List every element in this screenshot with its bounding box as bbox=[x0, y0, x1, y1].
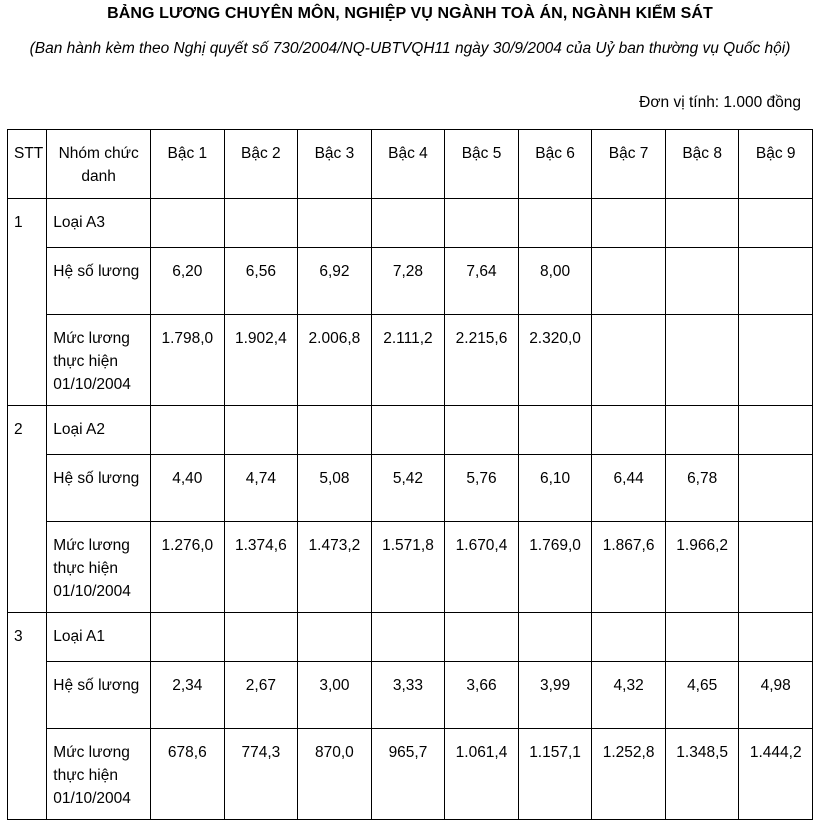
coefficient-cell: 6,10 bbox=[518, 455, 592, 522]
group-row bbox=[8, 613, 813, 662]
coefficient-cell: 7,64 bbox=[445, 248, 519, 315]
coefficient-cell: 2,34 bbox=[151, 662, 225, 729]
coefficient-row bbox=[8, 455, 813, 522]
wage-cell: 1.902,4 bbox=[224, 315, 298, 406]
header-step: Bậc 4 bbox=[371, 130, 445, 199]
coefficient-cell: 5,76 bbox=[445, 455, 519, 522]
wage-cell: 1.444,2 bbox=[739, 729, 813, 820]
wage-cell: 870,0 bbox=[298, 729, 372, 820]
wage-cell: 1.798,0 bbox=[151, 315, 225, 406]
wage-cell: 2.006,8 bbox=[298, 315, 372, 406]
group-stt: 1 bbox=[8, 199, 47, 406]
wage-cell: 1.867,6 bbox=[592, 522, 666, 613]
header-step: Bậc 6 bbox=[518, 130, 592, 199]
wage-cell bbox=[665, 315, 739, 406]
coefficient-cell: 6,78 bbox=[665, 455, 739, 522]
wage-cell bbox=[739, 315, 813, 406]
header-step: Bậc 7 bbox=[592, 130, 666, 199]
wage-label: Mức lương thực hiện 01/10/2004 bbox=[47, 522, 151, 613]
coefficient-cell: 3,99 bbox=[518, 662, 592, 729]
header-step: Bậc 8 bbox=[665, 130, 739, 199]
header-step: Bậc 9 bbox=[739, 130, 813, 199]
coefficient-cell bbox=[592, 248, 666, 315]
coefficient-cell: 6,92 bbox=[298, 248, 372, 315]
coefficient-cell: 4,32 bbox=[592, 662, 666, 729]
wage-cell: 965,7 bbox=[371, 729, 445, 820]
coefficient-cell: 3,66 bbox=[445, 662, 519, 729]
wage-label: Mức lương thực hiện 01/10/2004 bbox=[47, 315, 151, 406]
header-step: Bậc 3 bbox=[298, 130, 372, 199]
wage-cell: 1.769,0 bbox=[518, 522, 592, 613]
coefficient-cell bbox=[739, 455, 813, 522]
wage-cell: 2.111,2 bbox=[371, 315, 445, 406]
group-stt: 3 bbox=[8, 613, 47, 820]
header-step: Bậc 5 bbox=[445, 130, 519, 199]
wage-cell: 1.670,4 bbox=[445, 522, 519, 613]
header-stt: STT bbox=[8, 130, 47, 199]
wage-cell: 774,3 bbox=[224, 729, 298, 820]
coefficient-cell: 7,28 bbox=[371, 248, 445, 315]
coefficient-cell: 5,42 bbox=[371, 455, 445, 522]
coefficient-cell: 4,98 bbox=[739, 662, 813, 729]
wage-cell: 1.061,4 bbox=[445, 729, 519, 820]
document-title: BẢNG LƯƠNG CHUYÊN MÔN, NGHIỆP VỤ NGÀNH TOÀ ÁN, NGÀNH KIỂM SÁT bbox=[107, 5, 713, 22]
wage-cell: 1.966,2 bbox=[665, 522, 739, 613]
wage-cell: 1.571,8 bbox=[371, 522, 445, 613]
wage-cell: 2.320,0 bbox=[518, 315, 592, 406]
wage-row bbox=[8, 729, 813, 820]
group-name: Loại A1 bbox=[47, 613, 151, 662]
wage-cell: 1.374,6 bbox=[224, 522, 298, 613]
wage-cell: 1.252,8 bbox=[592, 729, 666, 820]
coefficient-label: Hệ số lương bbox=[47, 455, 151, 522]
header-step: Bậc 2 bbox=[224, 130, 298, 199]
wage-cell: 1.276,0 bbox=[151, 522, 225, 613]
wage-label: Mức lương thực hiện 01/10/2004 bbox=[47, 729, 151, 820]
salary-table bbox=[7, 129, 813, 820]
coefficient-cell: 6,20 bbox=[151, 248, 225, 315]
coefficient-cell bbox=[665, 248, 739, 315]
coefficient-cell bbox=[739, 248, 813, 315]
coefficient-cell: 2,67 bbox=[224, 662, 298, 729]
header-step: Bậc 1 bbox=[151, 130, 225, 199]
document-subtitle: (Ban hành kèm theo Nghị quyết số 730/2004/NQ-UBTVQH11 ngày 30/9/2004 của Uỷ ban thường vụ Quốc hội) bbox=[29, 40, 791, 57]
wage-row bbox=[8, 522, 813, 613]
coefficient-cell: 3,00 bbox=[298, 662, 372, 729]
coefficient-row bbox=[8, 662, 813, 729]
wage-cell bbox=[739, 522, 813, 613]
coefficient-cell: 4,40 bbox=[151, 455, 225, 522]
group-stt: 2 bbox=[8, 406, 47, 613]
wage-cell: 1.348,5 bbox=[665, 729, 739, 820]
header-group: Nhóm chức danh bbox=[47, 130, 151, 199]
unit-note: Đơn vị tính: 1.000 đồng bbox=[639, 94, 801, 111]
coefficient-label: Hệ số lương bbox=[47, 662, 151, 729]
wage-cell bbox=[592, 315, 666, 406]
wage-row bbox=[8, 315, 813, 406]
coefficient-row bbox=[8, 248, 813, 315]
coefficient-cell: 6,56 bbox=[224, 248, 298, 315]
group-name: Loại A2 bbox=[47, 406, 151, 455]
wage-cell: 1.473,2 bbox=[298, 522, 372, 613]
coefficient-label: Hệ số lương bbox=[47, 248, 151, 315]
coefficient-cell: 5,08 bbox=[298, 455, 372, 522]
group-name: Loại A3 bbox=[47, 199, 151, 248]
coefficient-cell: 3,33 bbox=[371, 662, 445, 729]
header-row bbox=[8, 130, 813, 199]
group-row bbox=[8, 199, 813, 248]
wage-cell: 2.215,6 bbox=[445, 315, 519, 406]
coefficient-cell: 4,65 bbox=[665, 662, 739, 729]
wage-cell: 678,6 bbox=[151, 729, 225, 820]
group-row bbox=[8, 406, 813, 455]
coefficient-cell: 8,00 bbox=[518, 248, 592, 315]
coefficient-cell: 4,74 bbox=[224, 455, 298, 522]
coefficient-cell: 6,44 bbox=[592, 455, 666, 522]
wage-cell: 1.157,1 bbox=[518, 729, 592, 820]
